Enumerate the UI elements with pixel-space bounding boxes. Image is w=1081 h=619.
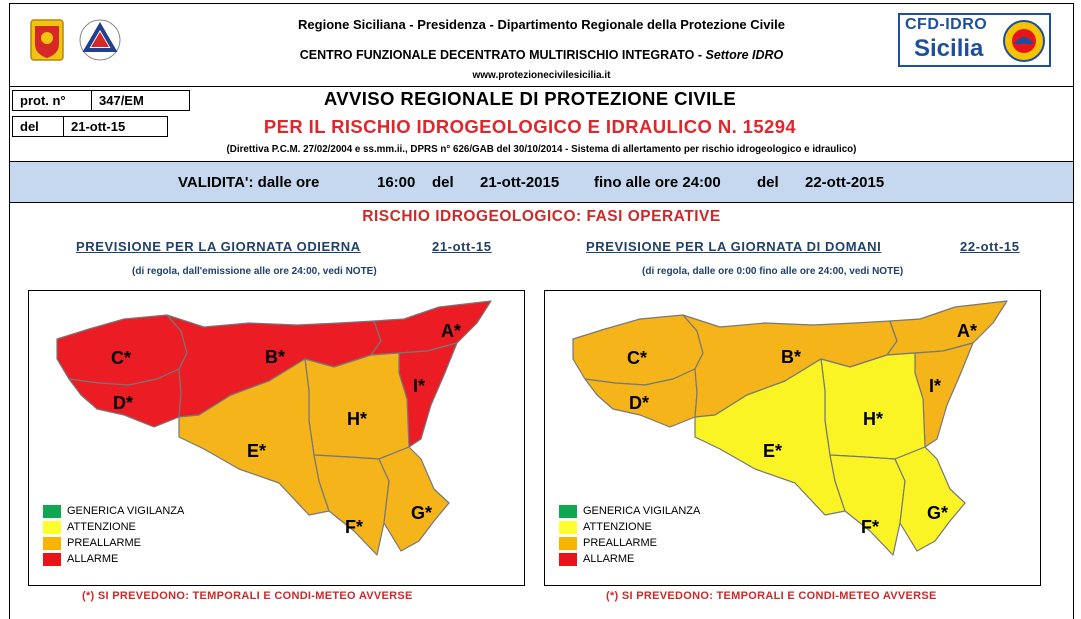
zone-label-B: B* <box>781 347 802 367</box>
zone-label-C: C* <box>111 348 132 368</box>
bulletin-header <box>10 4 1073 87</box>
prot-number: 347/EM <box>92 90 190 111</box>
legend-swatch <box>559 537 577 550</box>
zone-label-D: D* <box>629 393 650 413</box>
sector-name: Settore IDRO <box>705 48 784 62</box>
section-title: RISCHIO IDROGEOLOGICO: FASI OPERATIVE <box>362 208 721 225</box>
zone-G <box>379 447 449 551</box>
zone-label-E: E* <box>247 441 267 461</box>
legend-label: ALLARME <box>67 553 119 565</box>
logo-emblem-icon <box>1002 18 1046 64</box>
map-tomorrow <box>544 290 1041 586</box>
directive-reference: (Direttiva P.C.M. 27/02/2004 e ss.mm.ii., DPRS n° 626/GAB del 30/10/2014 - Sistema di allertamento per rischio idrogeologico e idraulico) <box>226 144 857 155</box>
legend-swatch <box>559 521 577 534</box>
legend-label: ATTENZIONE <box>67 521 136 533</box>
validity-del-2: del <box>757 174 779 191</box>
legend-label: GENERICA VIGILANZA <box>583 505 701 517</box>
zone-label-C: C* <box>627 348 648 368</box>
note-today: (*) SI PREVEDONO: TEMPORALI E CONDI-METEO AVVERSE <box>82 590 413 602</box>
legend-swatch <box>43 505 61 518</box>
validity-from-date: 21-ott-2015 <box>480 174 560 191</box>
department-line: Regione Siciliana - Presidenza - Dipartimento Regionale della Protezione Civile <box>298 17 785 32</box>
logo-title: CFD-IDRO <box>905 16 988 33</box>
logo-subtitle: Sicilia <box>914 35 984 62</box>
center-name: CENTRO FUNZIONALE DECENTRATO MULTIRISCHIO INTEGRATO - <box>299 48 706 62</box>
forecast-tomorrow-heading: PREVISIONE PER LA GIORNATA DI DOMANI <box>586 239 882 254</box>
legend-swatch <box>43 553 61 566</box>
zone-label-D: D* <box>113 393 134 413</box>
legend-label: ALLARME <box>583 553 635 565</box>
forecast-today-subtitle: (di regola, dall'emissione alle ore 24:00, vedi NOTE) <box>132 266 377 277</box>
alert-bulletin <box>9 3 1074 619</box>
zone-label-F: F* <box>345 517 363 537</box>
zone-label-I: I* <box>929 376 942 396</box>
legend-label: PREALLARME <box>583 537 657 549</box>
legend-label: GENERICA VIGILANZA <box>67 505 185 517</box>
forecast-today-date: 21-ott-15 <box>432 239 492 254</box>
validity-label: VALIDITA': dalle ore <box>178 174 320 191</box>
del-label: del <box>12 116 64 137</box>
legend-swatch <box>559 505 577 518</box>
validity-del-1: del <box>432 174 454 191</box>
legend-swatch <box>559 553 577 566</box>
zone-label-A: A* <box>957 321 978 341</box>
zone-label-G: G* <box>411 503 433 523</box>
validity-to-date: 22-ott-2015 <box>805 174 885 191</box>
forecast-tomorrow-subtitle: (di regola, dalle ore 0:00 fino alle ore 24:00, vedi NOTE) <box>642 266 904 277</box>
legend-swatch <box>43 537 61 550</box>
zone-H <box>305 353 409 459</box>
note-tomorrow: (*) SI PREVEDONO: TEMPORALI E CONDI-METEO AVVERSE <box>606 590 937 602</box>
cfd-idro-logo <box>898 13 1051 67</box>
validity-from-time: 16:00 <box>377 174 416 191</box>
zone-H <box>821 353 925 459</box>
zone-label-G: G* <box>927 503 949 523</box>
zone-label-F: F* <box>861 517 879 537</box>
legend-label: PREALLARME <box>67 537 141 549</box>
legend-swatch <box>43 521 61 534</box>
legend-label: ATTENZIONE <box>583 521 652 533</box>
zone-label-H: H* <box>863 409 884 429</box>
del-date: 21-ott-15 <box>64 116 168 137</box>
zone-label-H: H* <box>347 409 368 429</box>
zone-label-B: B* <box>265 347 286 367</box>
zone-label-E: E* <box>763 441 783 461</box>
bulletin-subtitle: PER IL RISCHIO IDROGEOLOGICO E IDRAULICO N. 15294 <box>263 116 797 137</box>
bulletin-title: AVVISO REGIONALE DI PROTEZIONE CIVILE <box>323 88 737 109</box>
prot-label: prot. n° <box>12 90 92 111</box>
zone-A <box>371 301 491 355</box>
zone-G <box>895 447 965 551</box>
map-today <box>28 290 525 586</box>
date-row <box>12 116 192 137</box>
zone-A <box>887 301 1007 355</box>
forecast-today-heading: PREVISIONE PER LA GIORNATA ODIERNA <box>76 239 361 254</box>
validity-bar <box>10 161 1073 203</box>
validity-until: fino alle ore 24:00 <box>594 174 721 191</box>
forecast-tomorrow-date: 22-ott-15 <box>960 239 1020 254</box>
protocol-row <box>12 90 192 111</box>
website-link[interactable]: www.protezionecivilesicilia.it <box>472 70 611 81</box>
zone-label-A: A* <box>441 321 462 341</box>
zone-label-I: I* <box>413 376 426 396</box>
